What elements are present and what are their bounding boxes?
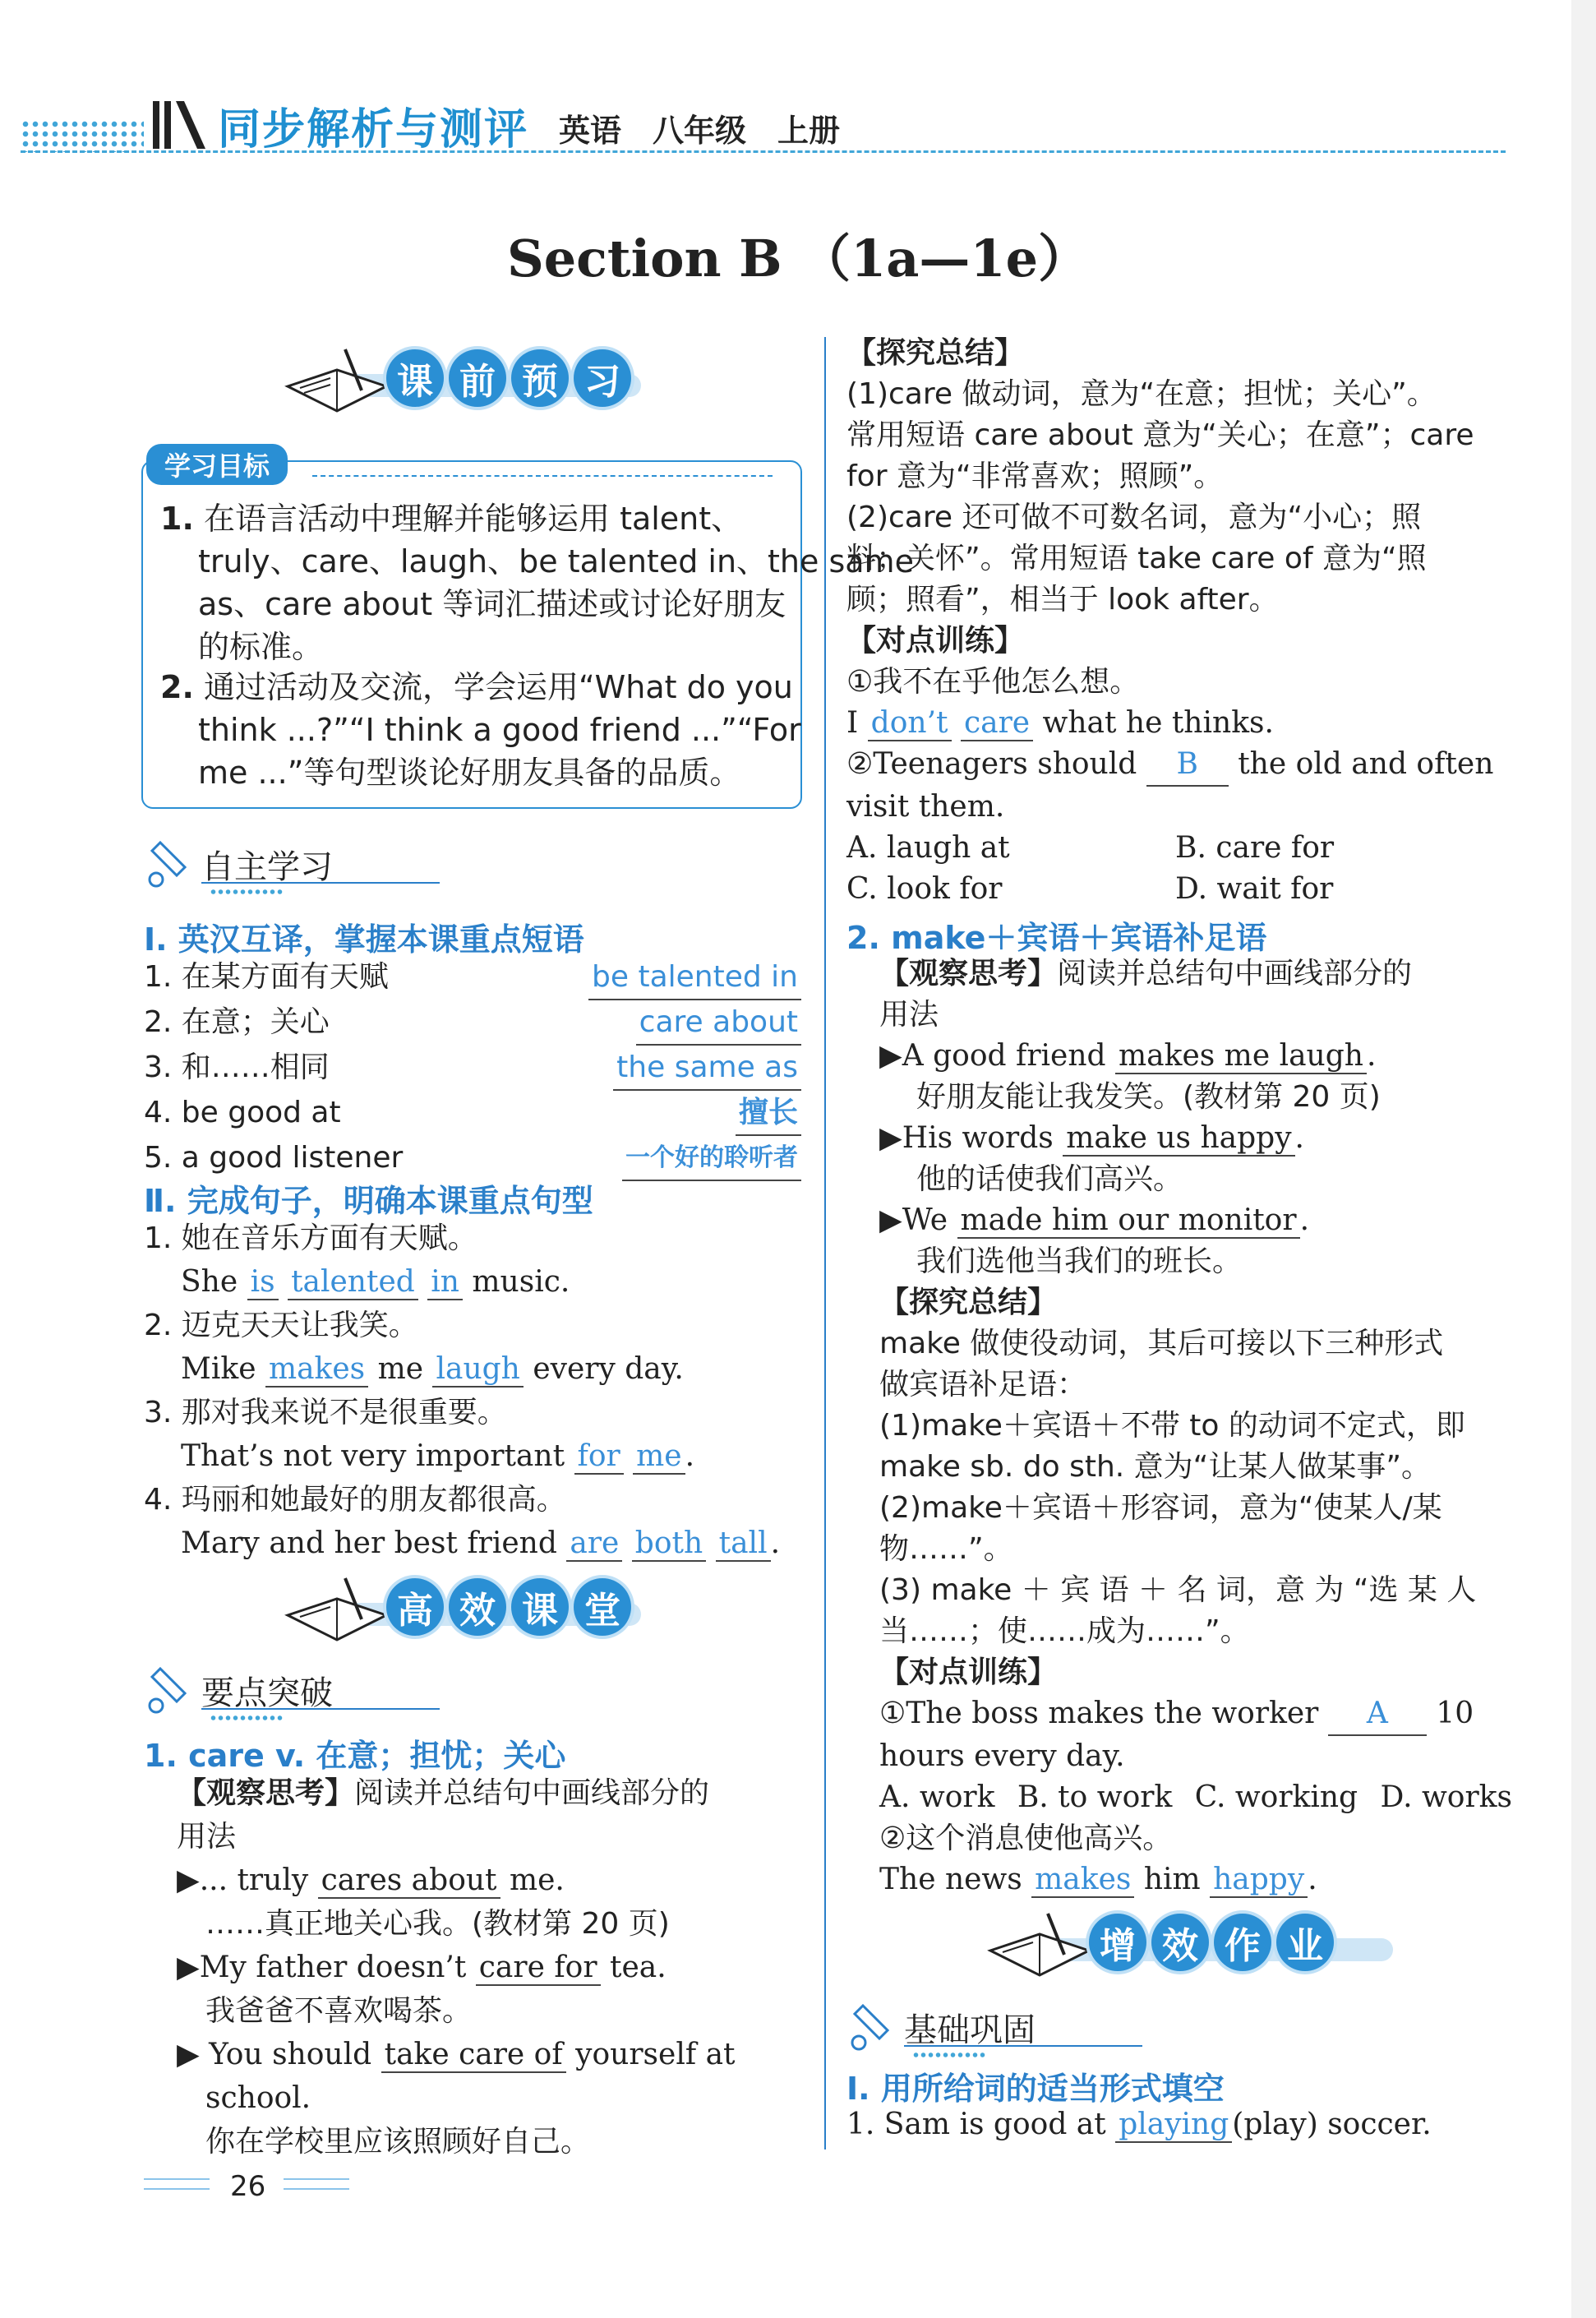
- phrase-item: 5. a good listener 一个好的聆听者: [144, 1136, 801, 1181]
- page-number-decor: [284, 2188, 349, 2190]
- page-number-decor: [144, 2188, 210, 2190]
- pen-icon: [846, 1997, 904, 2055]
- page-number-decor: [144, 2178, 210, 2180]
- heading-self-study: 自主学习: [144, 834, 440, 892]
- brand-logo-icon: [150, 95, 209, 152]
- point1-title: 1. care v. 在意；担忧；关心: [144, 1738, 566, 1774]
- part2-title: Ⅱ. 完成句子，明确本课重点句型: [144, 1183, 593, 1219]
- page-number-decor: [284, 2178, 349, 2180]
- header-dots: [21, 119, 144, 152]
- point1-body: 【观察思考】阅读并总结句中画线部分的 用法 ▶... truly cares about me. ……真正地关心我。(教材第 20 页) ▶My father doesn’t care for tea. 我爸爸不喜欢喝茶。 ▶ You should take care of yourself at school. 你在学校里应该照顾好自己。: [177, 1776, 736, 2159]
- banner-homework: 增 效 作 业: [982, 1905, 1393, 1988]
- point2-body: 【观察思考】阅读并总结句中画线部分的 用法 ▶A good friend makes me laugh . 好朋友能让我发笑。(教材第 20 页) ▶His words make us happy . 他的话使我们高兴。 ▶We made him our monitor . 我们选他当我们的班长。 【探究总结】 make 做使役动词，其后可接以下三种形式 做宾语补足语： (1)make＋宾语＋不带 to 的动词不定式，即 make sb. do sth. 意为“让某人做某事”。 (2)make＋宾语＋形容词，意为“使某人/某 物……”。 (3) make ＋ 宾 语 ＋ 名 词，意 为 “选 某 人 当……；使……成为……”。 【对点训练】 ①The boss makes the worker A 10 hours every day. A. work B. to work C. working D. works ②这个消息使他高兴。 The news makes him happy .: [879, 957, 1512, 1896]
- point2-title: 2. make＋宾语＋宾语补足语: [846, 920, 1267, 956]
- goals-arrow: [312, 475, 773, 477]
- basics-q1: 1. Sam is good at playing (play) soccer.: [846, 2108, 1432, 2141]
- book-pen-icon: [279, 1570, 394, 1652]
- brand-title: 同步解析与测评: [218, 105, 529, 155]
- page-number: 26: [230, 2170, 266, 2203]
- book-pen-icon: [279, 341, 394, 423]
- phrase-list: [144, 955, 801, 1181]
- heading-key-points: 要点突破: [144, 1660, 440, 1718]
- heading-basics: 基础巩固: [846, 1997, 1142, 2055]
- goal-item-2: 2. 通过活动及交流，学会运用“What do you think ...?”“I think a good friend ...”“For me ...”等句型谈论好朋友具备的品质。: [160, 669, 801, 791]
- section-title: Section B （1a—1e）: [506, 229, 1090, 289]
- part1-title: Ⅰ. 英汉互译，掌握本课重点短语: [144, 921, 584, 958]
- phrase-item: 1. 在某方面有天赋 be talented in: [144, 955, 801, 1000]
- basics-part1-title: Ⅰ. 用所给词的适当形式填空: [846, 2071, 1225, 2107]
- subject-label: 英语 八年级 上册: [559, 113, 841, 149]
- book-pen-icon: [982, 1905, 1097, 1988]
- goals-tag: 学习目标: [146, 444, 288, 485]
- pen-icon: [144, 834, 201, 892]
- phrase-item: 2. 在意；关心 care about: [144, 1000, 801, 1046]
- pen-icon: [144, 1660, 201, 1718]
- goal-item-1: 1. 在语言活动中理解并能够运用 talent、 truly、care、laugh、be talented in、the same as、care about 等词汇描述或讨论好朋友 的标准。: [160, 501, 914, 665]
- header-divider: [21, 150, 1506, 153]
- phrase-item: 3. 和……相同 the same as: [144, 1046, 801, 1091]
- page-edge: [1571, 0, 1596, 2318]
- phrase-item: 4. be good at 擅长: [144, 1091, 801, 1136]
- banner-preview: 课 前 预 习: [279, 341, 641, 423]
- sentence-list: 1. 她在音乐方面有天赋。 She is talented in music. 2. 迈克天天让我笑。 Mike makes me laugh every day. 3. 那对我来说不是很重要。 That’s not very important for me . 4. 玛丽和她最好的朋友都很高。 Mary and her best friend are both tall .: [144, 1221, 781, 1560]
- point1-summary: 【探究总结】 (1)care 做动词，意为“在意；担忧；关心”。 常用短语 care about 意为“关心；在意”；care for 意为“非常喜欢；照顾”。 (2)care 还可做不可数名词，意为“小心；照 料；关怀”。常用短语 take care of 意为“照 顾；照看”，相当于 look after。 【对点训练】 ①我不在乎他怎么想。 I don’t care what he thinks. ②Teenagers should B the old and often visit them. A. laugh at B. care for C. look for D. wait for: [846, 336, 1494, 906]
- banner-class: 高 效 课 堂: [279, 1570, 641, 1652]
